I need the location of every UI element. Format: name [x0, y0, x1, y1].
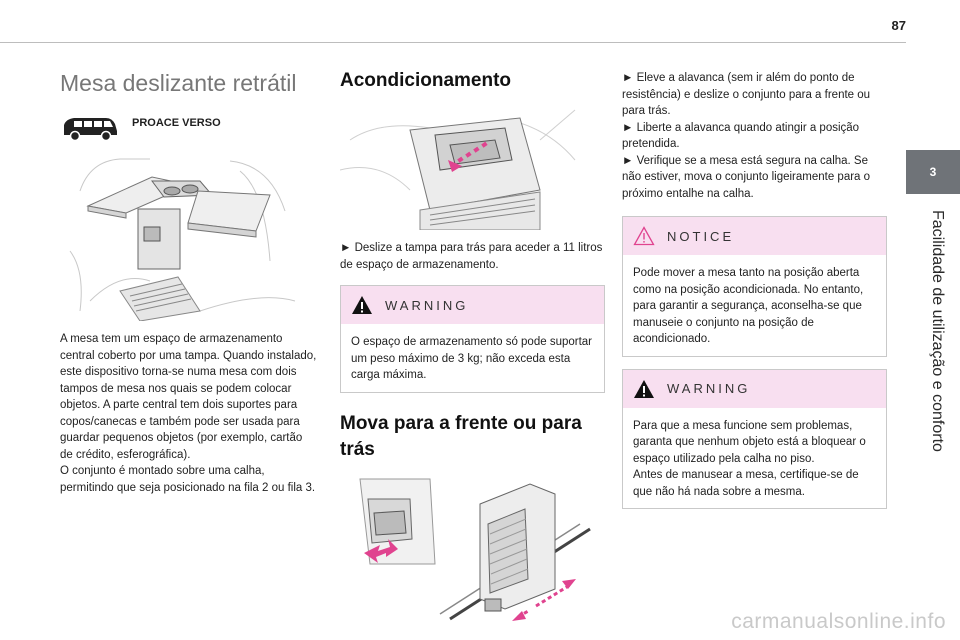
notice-box [622, 216, 887, 357]
warning-move-text-1: Para que a mesa funcione sem problemas, garanta que nenhum objeto está a bloquear o espaço utilizado pela calha no piso. [633, 419, 866, 465]
warning-box-storage [340, 285, 605, 393]
notice-text: Pode mover a mesa tanto na posição aberta como na posição acondicionada. No entanto, para garantir a segurança, aconselha-se que manuseie o conjunto na posição de acondicionado. [633, 267, 864, 345]
section-title-table: Mesa deslizante retrátil [60, 70, 297, 96]
table-description [60, 331, 318, 496]
storage-step: ► Deslize a tampa para trás para aceder a 11 litros de espaço de armazenamento. [340, 242, 603, 271]
section-title-move [340, 411, 605, 463]
table-paragraph-2: O conjunto é montado sobre uma calha, permitindo que seja posicionado na fila 2 ou fila 3. [60, 465, 316, 494]
notice-triangle-icon [633, 226, 655, 246]
column-table [60, 70, 318, 496]
warning-header-move [623, 370, 886, 408]
table-paragraph-1: A mesa tem um espaço de armazenamento central coberto por uma tampa. Quando instalado, este dispositivo torna-se numa mesa com dois tampos de mesa nos quais se podem colocar objetos. A parte central tem dois suportes para copos/canecas e também pode ser usada para guardar pequenos objetos (por exemplo, cartão de crédito, esferográfica). [60, 333, 317, 461]
notice-label: NOTICE [667, 228, 735, 244]
move-table-illustration [340, 469, 605, 629]
header-rule [0, 42, 906, 43]
warning-move-text-2: Antes de manusear a mesa, certifique-se de que não há nada sobre a mesma. [633, 469, 859, 498]
warning-label-move: WARNING [667, 381, 751, 396]
section-title-storage: Acondicionamento [340, 70, 512, 91]
column-instructions [622, 70, 887, 509]
move-step-3: ► Verifique se a mesa está segura na calha. Se não estiver, mova o conjunto ligeiramente para o próximo entalhe na calha. [622, 154, 871, 200]
page-number: 87 [891, 18, 906, 33]
warning-header [341, 286, 604, 324]
chapter-side-title: Facilidade de utilização e conforto [929, 210, 946, 452]
move-step-2: ► Liberte a alavanca quando atingir a posição pretendida. [622, 121, 860, 150]
move-title-line-2: trás [340, 438, 375, 460]
chapter-tab[interactable]: 3 [906, 150, 960, 194]
site-watermark: carmanualsonline.info [731, 610, 946, 633]
warning-triangle-icon [351, 295, 373, 315]
column-storage [340, 70, 605, 629]
warning-triangle-icon [633, 379, 655, 399]
vehicle-label: PROACE VERSO [132, 117, 221, 129]
sliding-table-illustration [60, 151, 300, 321]
move-title-line-1: Mova para a frente ou para [340, 412, 582, 434]
van-icon [60, 113, 120, 143]
notice-header [623, 217, 886, 255]
move-steps [622, 70, 887, 202]
move-step-1: ► Eleve a alavanca (sem ir além do ponto de resistência) e deslize o conjunto para a frente ou para trás. [622, 72, 871, 117]
warning-label: WARNING [385, 297, 469, 313]
storage-illustration [340, 100, 580, 230]
warning-text: O espaço de armazenamento só pode suportar um peso máximo de 3 kg; não exceda esta carga máxima. [351, 336, 593, 381]
warning-text-move [623, 408, 886, 509]
vehicle-applicability [60, 113, 318, 143]
warning-box-move [622, 369, 887, 510]
